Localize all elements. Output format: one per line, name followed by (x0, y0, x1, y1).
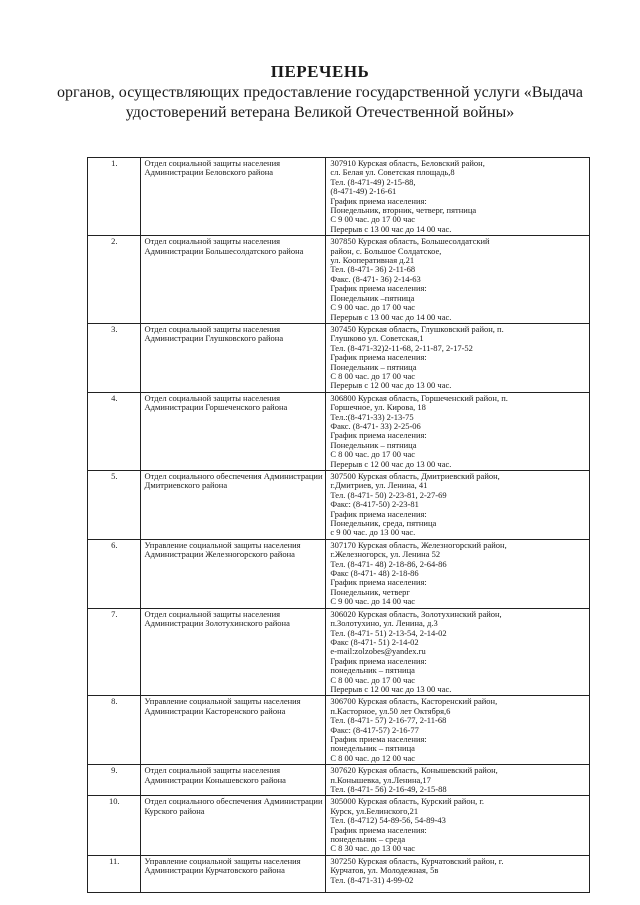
table-row (88, 539, 590, 608)
contact-details (326, 471, 590, 540)
contact-line: г.Железногорск, ул. Ленина 52 (330, 549, 441, 560)
contact-line: Понедельник – пятница (330, 439, 417, 450)
row-number: 4. (88, 392, 141, 470)
contact-line: п.Касторное, ул.50 лет Октября,6 (330, 705, 451, 716)
contact-details (326, 796, 590, 855)
organization-name-line: Администрации Золотухинского района (144, 618, 290, 629)
table-row (88, 158, 590, 236)
organization-name (140, 539, 326, 608)
contact-line: График приема населения: (330, 283, 427, 294)
organization-name-line: Отдел социальной защиты населения (144, 323, 281, 334)
contact-line: (8-471-49) 2-16-61 (330, 186, 397, 197)
contact-line: Факс (8-471- 51) 2-14-02 (330, 636, 419, 647)
contact-line: Тел. (8-471- 56) 2-16-49, 2-15-88 (330, 784, 447, 794)
contact-line: Тел. (8-471-49) 2-15-88, (330, 176, 416, 187)
contact-line: Тел. (8-471- 51) 2-13-54, 2-14-02 (330, 627, 447, 638)
row-number: 11. (88, 855, 141, 892)
row-number: 5. (88, 471, 141, 540)
contact-line: Понедельник, среда, пятница (330, 518, 437, 529)
contact-line: понедельник – пятница (330, 665, 415, 676)
contact-line: С 8 00 час. до 17 00 час (330, 370, 415, 381)
contact-line: Глушково ул. Советская,1 (330, 333, 424, 344)
organization-name-line: Администрации Большесолдатского района (144, 245, 304, 256)
contact-details (326, 608, 590, 696)
contact-line: 307500 Курская область, Дмитриевский район, (330, 471, 500, 481)
organization-name (140, 696, 326, 765)
organization-name (140, 158, 326, 236)
contact-line: г.Дмитриев, ул. Ленина, 41 (330, 480, 428, 491)
contact-line: С 8 00 час. до 12 00 час (330, 752, 415, 763)
contact-line: Тел. (8-471- 57) 2-16-77, 2-11-68 (330, 715, 447, 726)
table-row (88, 765, 590, 796)
organization-name (140, 608, 326, 696)
contact-line: Тел.:(8-471-33) 2-13-75 (330, 411, 414, 422)
contact-line: С 8 00 час. до 17 00 час (330, 449, 415, 460)
contact-line: С 9 00 час. до 17 00 час (330, 214, 415, 225)
contact-line: Тел. (8-471-32)2-11-68, 2-11-87, 2-17-52 (330, 342, 473, 353)
row-number: 2. (88, 236, 141, 324)
organization-name (140, 855, 326, 892)
contact-line: 307620 Курская область, Конышевский район, (330, 765, 498, 776)
organization-name (140, 471, 326, 540)
contact-line: График приема населения: (330, 195, 427, 206)
contact-line: Тел. (8-4712) 54-89-56, 54-89-43 (330, 815, 446, 826)
contact-line: 307450 Курская область, Глушковский район, п. (330, 323, 504, 334)
contact-line: Перерыв с 12 00 час до 13 00 час. (330, 380, 452, 391)
contact-line: понедельник – среда (330, 834, 406, 845)
contact-line: График приема населения: (330, 655, 427, 666)
organization-name-line: Управление социальной защиты населения (144, 696, 301, 707)
organization-name (140, 236, 326, 324)
organization-name-line: Администрации Конышевского района (144, 774, 286, 785)
organization-name-line: Администрации Курчатовского района (144, 865, 285, 876)
organization-name-line: Управление социальной защиты населения (144, 539, 301, 550)
table-row (88, 392, 590, 470)
organization-name-line: Курского района (144, 805, 205, 816)
table-row (88, 796, 590, 855)
contact-line: Тел. (8-471- 48) 2-18-86, 2-64-86 (330, 558, 447, 569)
contact-details (326, 696, 590, 765)
contact-line: п.Золотухино, ул. Ленина, д.3 (330, 618, 438, 629)
row-number: 10. (88, 796, 141, 855)
contact-line: e-mail:zolzobes@yandex.ru (330, 646, 426, 657)
organizations-table-body (88, 158, 590, 893)
row-number: 7. (88, 608, 141, 696)
table-row (88, 323, 590, 392)
organization-name-line: Отдел социальной защиты населения (144, 236, 281, 247)
contact-line: Факс: (8-417-57) 2-16-77 (330, 724, 419, 735)
organization-name-line: Администрации Глушковского района (144, 333, 284, 344)
contact-line: Перерыв с 12 00 час до 13 00 час. (330, 683, 452, 694)
contact-line: Факс. (8-471- 33) 2-25-06 (330, 420, 421, 431)
contact-line: 306700 Курская область, Касторенский район, (330, 696, 498, 707)
contact-line: Тел. (8-471-31) 4-99-02 (330, 874, 414, 885)
contact-line: Понедельник, вторник, четверг, пятница (330, 205, 477, 216)
contact-line: 306020 Курская область, Золотухинский район, (330, 608, 502, 619)
organization-name (140, 392, 326, 470)
contact-line: Факс (8-471- 48) 2-18-86 (330, 568, 419, 579)
contact-details (326, 323, 590, 392)
contact-details (326, 392, 590, 470)
page-subtitle (40, 83, 600, 123)
contact-line: 306800 Курская область, Горшеченский район, п. (330, 392, 508, 403)
organization-name-line: Управление социальной защиты населения (144, 855, 301, 866)
table-row (88, 855, 590, 892)
organization-name (140, 323, 326, 392)
contact-line: понедельник – пятница (330, 743, 415, 754)
contact-line: Понедельник –пятница (330, 292, 415, 303)
organization-name (140, 765, 326, 796)
contact-line: С 9 00 час. до 17 00 час (330, 302, 415, 313)
contact-line: 305000 Курская область, Курский район, г. (330, 796, 485, 807)
contact-line: Курск, ул.Белинского,21 (330, 805, 419, 816)
row-number: 1. (88, 158, 141, 236)
organization-name (140, 796, 326, 855)
contact-line: Перерыв с 12 00 час до 13 00 час. (330, 458, 452, 469)
contact-details (326, 855, 590, 892)
contact-line: Тел. (8-471- 50) 2-23-81, 2-27-69 (330, 489, 447, 500)
contact-line: Факс: (8-417-50) 2-23-81 (330, 499, 419, 510)
organization-name-line: Администрации Железногорского района (144, 549, 295, 560)
row-number: 8. (88, 696, 141, 765)
contact-line: район, с. Большое Солдатское, (330, 245, 442, 256)
contact-line: с 9 00 час. до 13 00 час. (330, 527, 416, 538)
contact-line: 307850 Курская область, Большесолдатский (330, 236, 490, 247)
contact-line: Перерыв с 13 00 час до 14 00 час. (330, 311, 452, 322)
row-number: 6. (88, 539, 141, 608)
organization-name-line: Отдел социального обеспечения Администрации (144, 471, 323, 481)
row-number: 3. (88, 323, 141, 392)
organization-name-line: Отдел социального обеспечения Администрации (144, 796, 323, 807)
contact-line: ул. Кооперативная д.21 (330, 255, 415, 266)
contact-line: График приема населения: (330, 430, 427, 441)
contact-line: График приема населения: (330, 577, 427, 588)
contact-line: График приема населения: (330, 733, 427, 744)
contact-line: Горшечное, ул. Кирова, 18 (330, 402, 426, 413)
contact-line: Курчатов, ул. Молодежная, 5в (330, 865, 439, 876)
contact-line: Перерыв с 13 00 час до 14 00 час. (330, 223, 452, 234)
organization-name-line: Администрации Горшеченского района (144, 402, 288, 413)
subtitle-line: органов, осуществляющих предоставление государственной услуги «Выдача (57, 84, 583, 101)
contact-line: сл. Белая ул. Советская площадь,8 (330, 167, 455, 178)
contact-line: Факс. (8-471- 36) 2-14-63 (330, 273, 421, 284)
table-row (88, 696, 590, 765)
contact-line: Понедельник – пятница (330, 361, 417, 372)
organization-name-line: Администрации Беловского района (144, 167, 274, 178)
contact-line: График приема населения: (330, 824, 427, 835)
contact-details (326, 765, 590, 796)
contact-line: Понедельник, четверг (330, 586, 410, 597)
contact-line: График приема населения: (330, 508, 427, 519)
subtitle-line: удостоверений ветерана Великой Отечественной войны» (125, 104, 515, 121)
contact-line: Тел. (8-471- 36) 2-11-68 (330, 264, 416, 275)
organization-name-line: Отдел социальной защиты населения (144, 608, 281, 619)
contact-line: С 8 30 час. до 13 00 час (330, 843, 415, 854)
row-number: 9. (88, 765, 141, 796)
contact-line: 307170 Курская область, Железногорский район, (330, 539, 507, 550)
contact-line: п.Конышевка, ул.Ленина,17 (330, 774, 431, 785)
contact-line: График приема населения: (330, 352, 427, 363)
contact-details (326, 539, 590, 608)
table-row (88, 236, 590, 324)
table-row (88, 471, 590, 540)
organizations-table (87, 157, 590, 893)
organization-name-line: Дмитриевского района (144, 480, 228, 491)
organization-name-line: Отдел социальной защиты населения (144, 392, 281, 403)
page-title: ПЕРЕЧЕНЬ (270, 62, 370, 81)
contact-line: 307250 Курская область, Курчатовский район, г. (330, 855, 504, 866)
contact-details (326, 236, 590, 324)
contact-line: С 8 00 час. до 17 00 час (330, 674, 415, 685)
table-row (88, 608, 590, 696)
organization-name-line: Отдел социальной защиты населения (144, 765, 281, 776)
contact-line: 307910 Курская область, Беловский район, (330, 158, 485, 168)
contact-details (326, 158, 590, 236)
contact-line: С 9 00 час. до 14 00 час (330, 596, 415, 607)
organization-name-line: Администрации Касторенского района (144, 705, 286, 716)
organization-name-line: Отдел социальной защиты населения (144, 158, 281, 168)
